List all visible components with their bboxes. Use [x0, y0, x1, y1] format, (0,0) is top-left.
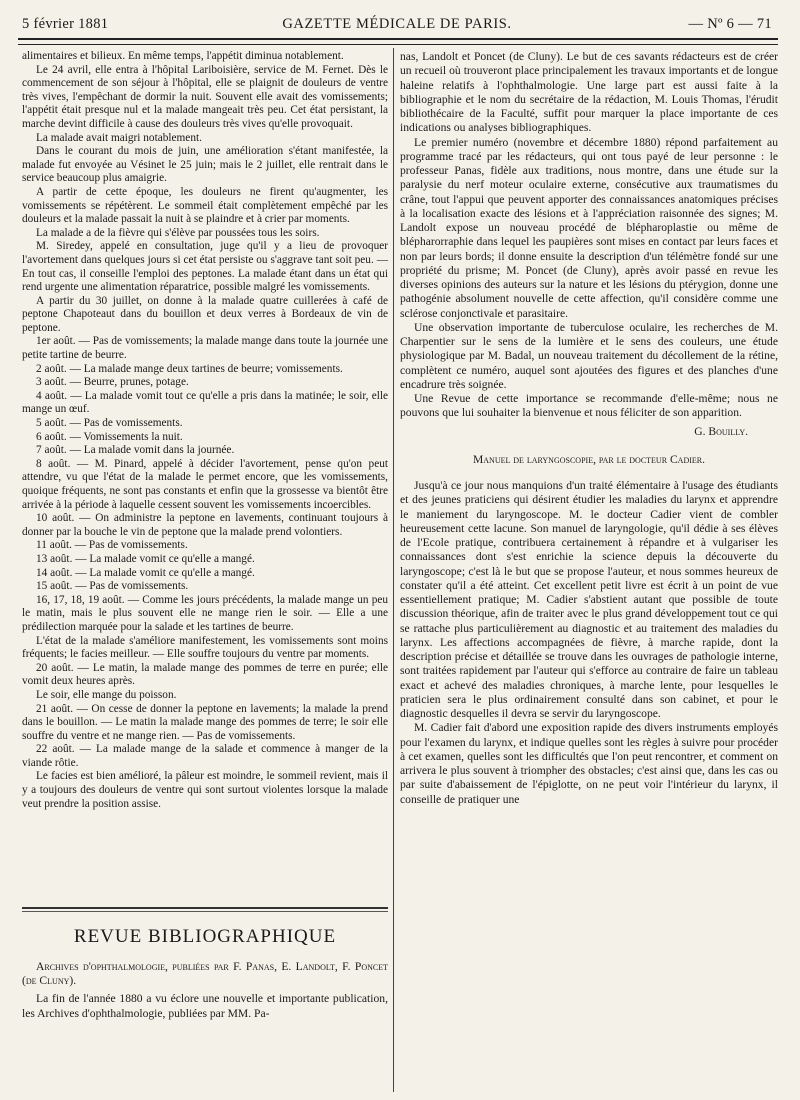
paragraph: A partir du 30 juillet, on donne à la malade quatre cuillerées à café de peptone Chapoteaut dans du bouillon et deux verres à Bordeaux de vin de peptone.: [22, 294, 388, 334]
article-heading: Manuel de laryngoscopie, par le docteur Cadier.: [472, 452, 706, 466]
paragraph: La malade a de la fièvre qui s'élève par poussées tous les soirs.: [36, 226, 320, 239]
paragraph: M. Siredey, appelé en consultation, juge qu'il y a lieu de provoquer l'avortement dans quelques jours si cet état persiste ou s'aggrave tant soit peu. — En tout cas, il conseille l'emploi des peptones. La malade étant dans un état qui rend urgente une alimentation réparatrice, possible malgré les vomissements.: [22, 240, 388, 294]
paragraph: Le premier numéro (novembre et décembre 1880) répond parfaitement au programme tracé par les rédacteurs, qui ont tous payé de leur personne : le professeur Panas, fidèle aux traditions, nous montre, dans une étude sur la paralysie du nerf moteur oculaire externe, consécutive aux traumatismes du crâne, tout l'appui que peuvent apporter des connaissances anatomiques précises à la localisation exacte des lésions et à l'appréciation raisonnée des signes; M. Landolt expose un nouveau procédé de blépharoplastie ou même de blépharorraphie dans lequel les paupières sont mises en contact par leurs faces et non par leurs bords; il donne ensuite la description d'un télémètre fondé sur une propriété du prisme; M. Poncet (de Cluny), après avoir passé en revue les diverses opinions des auteurs sur la nature et les lésions du ptérygion, donne une pathogénie absolument nouvelle de cette affection, qu'il considère comme une sclérose conjonctivale et parasitaire.: [400, 135, 778, 320]
paragraph: 2 août. — La malade mange deux tartines de beurre; vomissements.: [36, 362, 343, 375]
paragraph: A partir de cette époque, les douleurs ne firent qu'augmenter, les vomissements se répétèrent. Le sommeil était complètement empêché par les douleurs et la malade passait la nuit à se plaindre et à crier par moments.: [22, 185, 388, 226]
paragraph: 1er août. — Pas de vomissements; la malade mange dans toute la journée une petite tartine de beurre.: [22, 335, 388, 362]
paragraph: 10 août. — On administre la peptone en lavements, continuant toujours à donner par la bouche le vin de peptone que la malade prend volontiers.: [22, 512, 388, 538]
section-title: REVUE BIBLIOGRAPHIQUE: [73, 926, 337, 947]
paragraph: alimentaires et bilieux. En même temps, l'appétit diminua notablement.: [22, 50, 344, 62]
journal-citation: Archives d'ophthalmologie, publiées par F. Panas, E. Landolt, F. Poncet (de Cluny).: [22, 960, 388, 988]
paragraph: La malade avait maigri notablement.: [36, 131, 202, 144]
paragraph: nas, Landolt et Poncet (de Cluny). Le but de ces savants rédacteurs est de créer un recueil où trouveront place principalement les travaux importants et de longue haleine relatifs à l'ophthalmologie. Une large part est aussi faite à la bibliographie et le nom du secrétaire de la rédaction, M. Louis Thomas, l'érudit bibliothécaire de la Faculté, suffit pour marquer la place importante de ces indications ou analyses bibliographiques.: [400, 50, 778, 135]
paragraph: 14 août. — La malade vomit ce qu'elle a mangé.: [36, 566, 255, 579]
left-column: [22, 50, 388, 811]
journal-title: GAZETTE MÉDICALE DE PARIS.: [282, 16, 512, 32]
paragraph: 22 août. — La malade mange de la salade et commence à manger de la viande rôtie.: [22, 743, 388, 769]
issue-date: 5 février 1881: [22, 16, 109, 32]
paragraph: Une observation importante de tuberculose oculaire, les recherches de M. Charpentier sur le sens de la lumière et le sens des couleurs, une étude physiologique par M. Badal, un nouveau traitement du décollement de la rétine, complètent ce numéro, auquel sont ajoutées des figures et des planches d'une encadrure très soignée.: [400, 320, 778, 391]
signature: G. Bouilly.: [694, 424, 748, 438]
paragraph: L'état de la malade s'améliore manifestement, les vomissements sont moins fréquents; le facies meilleur. — Elle souffre toujours du ventre par moments.: [22, 634, 388, 661]
paragraph: Le soir, elle mange du poisson.: [36, 688, 177, 701]
paragraph: Une Revue de cette importance se recommande d'elle-même; nous ne pouvons que lui souhaiter la bienvenue et nous féliciter de son apparition.: [400, 392, 778, 420]
paragraph: 20 août. — Le matin, la malade mange des pommes de terre en purée; elle vomit deux heures après.: [22, 661, 388, 688]
paragraph: 4 août. — La malade vomit tout ce qu'elle a pris dans la matinée; le soir, elle mange un œuf.: [22, 389, 388, 416]
header-rule: [18, 38, 778, 45]
paragraph: 5 août. — Pas de vomissements.: [36, 417, 183, 430]
paragraph: 15 août. — Pas de vomissements.: [36, 580, 189, 593]
paragraph: 11 août. — Pas de vomissements.: [36, 539, 188, 552]
column-divider: [393, 48, 394, 1092]
paragraph: 16, 17, 18, 19 août. — Comme les jours précédents, la malade mange un peu le matin, mais le plus souvent elle ne mange rien le soir. — Elle a une prédilection marquée pour la salade et les tartines de beurre.: [22, 593, 388, 633]
section-rule: [22, 907, 388, 909]
paragraph: 3 août. — Beurre, prunes, potage.: [36, 376, 189, 389]
paragraph: Le facies est bien amélioré, la pâleur est moindre, le sommeil revient, mais il y a toujours des douleurs de ventre qui sont surtout violentes lorsque la malade veut prendre la position assise.: [22, 770, 388, 810]
right-column: [400, 50, 778, 807]
section-rule-thin: [22, 911, 388, 912]
paragraph: 8 août. — M. Pinard, appelé à décider l'avortement, pense qu'on peut attendre, vu que l'état de la malade le permet encore, que les vomissements, quoique fréquents, ne sont pas constants et enfin que la grossesse va bientôt être arrivée à la période à laquelle cessent souvent les vomissements incoercibles.: [22, 457, 388, 511]
paragraph: 7 août. — La malade vomit dans la journée.: [36, 444, 235, 457]
paragraph: 13 août. — La malade vomit ce qu'elle a mangé.: [36, 552, 255, 565]
revue-intro: [22, 960, 388, 1021]
paragraph: M. Cadier fait d'abord une exposition rapide des divers instruments employés pour l'examen du larynx, et indique quelles sont les règles à suivre pour procéder à cet examen, quelles sont les difficultés que l'on peut rencontrer, et comment on arrivera le plus souvent à triompher des obstacles; c'est ainsi que, dans les cas ou par suite d'abaissement de l'épiglotte, on ne peut voir l'intérieur du larynx, il conseille de pratiquer une: [400, 721, 778, 806]
paragraph: Dans le courant du mois de juin, une amélioration s'étant manifestée, la malade fut envoyée au Vésinet le 25 juin; mais le 2 juillet, elle rentrait dans le service beaucoup plus amaigrie.: [22, 145, 388, 185]
page-number: — Nº 6 — 71: [688, 16, 772, 32]
paragraph: Jusqu'à ce jour nous manquions d'un traité élémentaire à l'usage des étudiants et des jeunes praticiens qui désirent étudier les maladies du larynx et apprendre le maniement du laryngoscope. M. le docteur Cadier vient de combler heureusement cette lacune. Son manuel de laryngologie, qu'il dédie à ses élèves de l'Ecole pratique, contribuera certainement à répandre et à vulgariser les connaissances dont s'est enrichie la science depuis la découverte du laryngoscope; c'est là le but que se propose l'auteur, et nous sommes heureux de constater qu'il a été atteint. Cet excellent petit livre est écrit à un point de vue essentiellement pratique; M. Cadier s'abstient autant que possible de toute discussion théorique, afin de traiter avec le plus grand développement tout ce qui se rattache plus particulièrement au diagnostic et au traitement des maladies du larynx. Les affections accompagnées de fièvre, à marche rapide, dont la description précise et détaillée se trouve dans les ouvrages de pathologie interne, sont traitées rapidement par l'auteur qui s'efforce au contraire de faire un tableau exact et achevé des maladies chroniques, à marche lente, pour lesquelles le praticien sera le plus ordinairement consulté dans son cabinet, et pour le diagnostic desquelles il devra se servir du laryngoscope.: [400, 479, 778, 720]
page-header: [22, 14, 772, 36]
paragraph: 6 août. — Vomissements la nuit.: [36, 430, 183, 443]
paragraph: La fin de l'année 1880 a vu éclore une nouvelle et importante publication, les Archives d'ophthalmologie, publiées par MM. Pa-: [22, 992, 388, 1020]
paragraph: Le 24 avril, elle entra à l'hôpital Lariboisière, service de M. Fernet. Dès le commencement de son séjour à l'hôpital, elle se plaignit de douleurs de ventre très vives, l'empêchant de dormir la nuit. Souvent elle avait des vomissements; l'appétit était presque nul et la malade mangeait très peu. Cet état persistant, la marche devint difficile à cause des douleurs très vives qu'elle provoquait.: [22, 63, 388, 130]
paragraph: 21 août. — On cesse de donner la peptone en lavements; la malade la prend dans le bouillon. — Le matin la malade mange des pommes de terre; le soir elle souffre du ventre et ne mange rien. — Pas de vomissements.: [22, 702, 388, 742]
